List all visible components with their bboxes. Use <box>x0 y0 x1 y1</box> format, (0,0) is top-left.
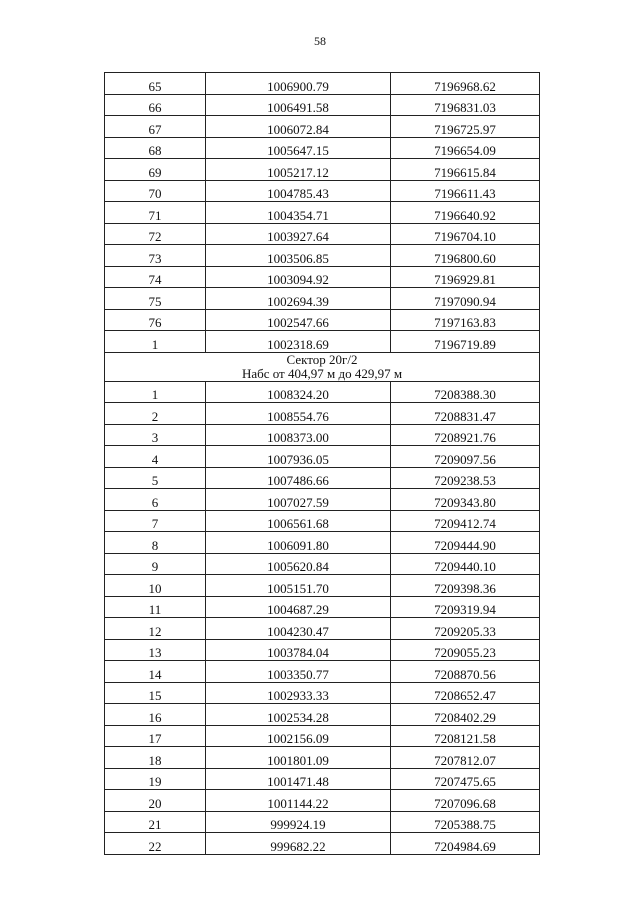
point-number-cell: 13 <box>105 639 206 661</box>
point-number-cell: 70 <box>105 180 206 202</box>
x-coordinate-cell: 1003094.92 <box>206 266 391 288</box>
table-row <box>105 532 540 554</box>
x-coordinate-cell: 1001801.09 <box>206 747 391 769</box>
point-number-cell: 14 <box>105 661 206 683</box>
x-coordinate-cell: 1002534.28 <box>206 704 391 726</box>
y-coordinate-cell: 7204984.69 <box>391 833 540 855</box>
x-coordinate-cell: 1002694.39 <box>206 288 391 310</box>
coordinates-block-2 <box>105 381 540 854</box>
point-number-cell: 1 <box>105 381 206 403</box>
x-coordinate-cell: 1003784.04 <box>206 639 391 661</box>
table-row <box>105 682 540 704</box>
x-coordinate-cell: 1002156.09 <box>206 725 391 747</box>
y-coordinate-cell: 7208402.29 <box>391 704 540 726</box>
table-row <box>105 510 540 532</box>
point-number-cell: 22 <box>105 833 206 855</box>
table-row <box>105 424 540 446</box>
table-row <box>105 661 540 683</box>
point-number-cell: 66 <box>105 94 206 116</box>
point-number-cell: 73 <box>105 245 206 267</box>
y-coordinate-cell: 7207812.07 <box>391 747 540 769</box>
table-row <box>105 73 540 95</box>
sector-subtitle: Набс от 404,97 м до 429,97 м <box>241 365 403 381</box>
point-number-cell: 72 <box>105 223 206 245</box>
y-coordinate-cell: 7205388.75 <box>391 811 540 833</box>
x-coordinate-cell: 1004687.29 <box>206 596 391 618</box>
table-row <box>105 747 540 769</box>
table-row <box>105 446 540 468</box>
y-coordinate-cell: 7196615.84 <box>391 159 540 181</box>
point-number-cell: 75 <box>105 288 206 310</box>
y-coordinate-cell: 7209398.36 <box>391 575 540 597</box>
y-coordinate-cell: 7209444.90 <box>391 532 540 554</box>
x-coordinate-cell: 1003927.64 <box>206 223 391 245</box>
table-row <box>105 811 540 833</box>
table-row <box>105 403 540 425</box>
x-coordinate-cell: 1002318.69 <box>206 331 391 353</box>
y-coordinate-cell: 7196719.89 <box>391 331 540 353</box>
table-row <box>105 704 540 726</box>
point-number-cell: 18 <box>105 747 206 769</box>
x-coordinate-cell: 1007936.05 <box>206 446 391 468</box>
point-number-cell: 2 <box>105 403 206 425</box>
x-coordinate-cell: 1006491.58 <box>206 94 391 116</box>
y-coordinate-cell: 7209097.56 <box>391 446 540 468</box>
x-coordinate-cell: 1005620.84 <box>206 553 391 575</box>
x-coordinate-cell: 1002933.33 <box>206 682 391 704</box>
y-coordinate-cell: 7196704.10 <box>391 223 540 245</box>
point-number-cell: 69 <box>105 159 206 181</box>
x-coordinate-cell: 1002547.66 <box>206 309 391 331</box>
sector-header-row <box>105 352 540 381</box>
sector-title: Сектор 20г/2 <box>286 351 358 367</box>
y-coordinate-cell: 7209238.53 <box>391 467 540 489</box>
table-row <box>105 180 540 202</box>
table-row <box>105 202 540 224</box>
point-number-cell: 67 <box>105 116 206 138</box>
point-number-cell: 7 <box>105 510 206 532</box>
x-coordinate-cell: 1008373.00 <box>206 424 391 446</box>
x-coordinate-cell: 1005151.70 <box>206 575 391 597</box>
point-number-cell: 71 <box>105 202 206 224</box>
table-row <box>105 159 540 181</box>
y-coordinate-cell: 7207475.65 <box>391 768 540 790</box>
point-number-cell: 12 <box>105 618 206 640</box>
x-coordinate-cell: 1006561.68 <box>206 510 391 532</box>
table-row <box>105 94 540 116</box>
table-row <box>105 288 540 310</box>
point-number-cell: 10 <box>105 575 206 597</box>
y-coordinate-cell: 7196929.81 <box>391 266 540 288</box>
y-coordinate-cell: 7196611.43 <box>391 180 540 202</box>
y-coordinate-cell: 7209319.94 <box>391 596 540 618</box>
coordinates-block-1 <box>105 73 540 353</box>
table-row <box>105 596 540 618</box>
point-number-cell: 6 <box>105 489 206 511</box>
y-coordinate-cell: 7207096.68 <box>391 790 540 812</box>
point-number-cell: 9 <box>105 553 206 575</box>
y-coordinate-cell: 7209412.74 <box>391 510 540 532</box>
point-number-cell: 74 <box>105 266 206 288</box>
table-row <box>105 266 540 288</box>
table-row <box>105 833 540 855</box>
point-number-cell: 65 <box>105 73 206 95</box>
coordinates-table <box>104 72 540 855</box>
point-number-cell: 20 <box>105 790 206 812</box>
x-coordinate-cell: 1005647.15 <box>206 137 391 159</box>
x-coordinate-cell: 1008324.20 <box>206 381 391 403</box>
y-coordinate-cell: 7209055.23 <box>391 639 540 661</box>
point-number-cell: 68 <box>105 137 206 159</box>
x-coordinate-cell: 1007486.66 <box>206 467 391 489</box>
y-coordinate-cell: 7208388.30 <box>391 381 540 403</box>
y-coordinate-cell: 7196831.03 <box>391 94 540 116</box>
table-row <box>105 245 540 267</box>
x-coordinate-cell: 1004354.71 <box>206 202 391 224</box>
table-row <box>105 381 540 403</box>
y-coordinate-cell: 7197090.94 <box>391 288 540 310</box>
x-coordinate-cell: 1001471.48 <box>206 768 391 790</box>
point-number-cell: 3 <box>105 424 206 446</box>
point-number-cell: 1 <box>105 331 206 353</box>
x-coordinate-cell: 999682.22 <box>206 833 391 855</box>
table-row <box>105 768 540 790</box>
x-coordinate-cell: 1003506.85 <box>206 245 391 267</box>
y-coordinate-cell: 7208831.47 <box>391 403 540 425</box>
table-row <box>105 309 540 331</box>
page-number: 58 <box>314 34 326 48</box>
table-row <box>105 489 540 511</box>
y-coordinate-cell: 7196725.97 <box>391 116 540 138</box>
point-number-cell: 76 <box>105 309 206 331</box>
x-coordinate-cell: 1006072.84 <box>206 116 391 138</box>
table-row <box>105 618 540 640</box>
y-coordinate-cell: 7196640.92 <box>391 202 540 224</box>
point-number-cell: 17 <box>105 725 206 747</box>
point-number-cell: 11 <box>105 596 206 618</box>
y-coordinate-cell: 7208870.56 <box>391 661 540 683</box>
y-coordinate-cell: 7196654.09 <box>391 137 540 159</box>
y-coordinate-cell: 7209205.33 <box>391 618 540 640</box>
sector-header-block <box>105 352 540 381</box>
y-coordinate-cell: 7209343.80 <box>391 489 540 511</box>
x-coordinate-cell: 1004785.43 <box>206 180 391 202</box>
y-coordinate-cell: 7208121.58 <box>391 725 540 747</box>
table-row <box>105 725 540 747</box>
point-number-cell: 16 <box>105 704 206 726</box>
table-row <box>105 331 540 353</box>
y-coordinate-cell: 7196968.62 <box>391 73 540 95</box>
table-row <box>105 467 540 489</box>
x-coordinate-cell: 1006091.80 <box>206 532 391 554</box>
table-row <box>105 639 540 661</box>
point-number-cell: 19 <box>105 768 206 790</box>
y-coordinate-cell: 7208921.76 <box>391 424 540 446</box>
table-row <box>105 790 540 812</box>
table-row <box>105 223 540 245</box>
x-coordinate-cell: 1003350.77 <box>206 661 391 683</box>
point-number-cell: 21 <box>105 811 206 833</box>
y-coordinate-cell: 7197163.83 <box>391 309 540 331</box>
sector-header-cell <box>105 352 540 381</box>
y-coordinate-cell: 7209440.10 <box>391 553 540 575</box>
table-row <box>105 137 540 159</box>
table-row <box>105 575 540 597</box>
table-row <box>105 553 540 575</box>
x-coordinate-cell: 1001144.22 <box>206 790 391 812</box>
point-number-cell: 15 <box>105 682 206 704</box>
point-number-cell: 5 <box>105 467 206 489</box>
point-number-cell: 4 <box>105 446 206 468</box>
x-coordinate-cell: 1005217.12 <box>206 159 391 181</box>
x-coordinate-cell: 999924.19 <box>206 811 391 833</box>
x-coordinate-cell: 1004230.47 <box>206 618 391 640</box>
y-coordinate-cell: 7208652.47 <box>391 682 540 704</box>
x-coordinate-cell: 1008554.76 <box>206 403 391 425</box>
x-coordinate-cell: 1007027.59 <box>206 489 391 511</box>
y-coordinate-cell: 7196800.60 <box>391 245 540 267</box>
table-row <box>105 116 540 138</box>
point-number-cell: 8 <box>105 532 206 554</box>
x-coordinate-cell: 1006900.79 <box>206 73 391 95</box>
